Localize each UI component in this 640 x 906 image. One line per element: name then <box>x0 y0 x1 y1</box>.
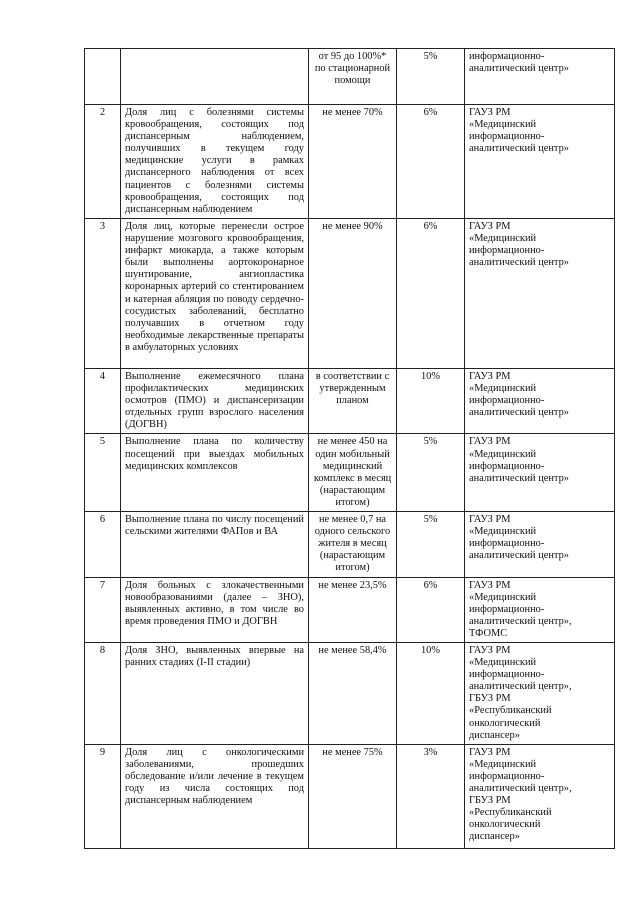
responsible-line: ГБУЗ РМ <box>469 693 511 705</box>
row-number: 6 <box>85 512 121 577</box>
responsible-line: ГАУЗ РМ <box>469 644 511 656</box>
responsible-line: информационно- <box>469 245 545 257</box>
target-value: не менее 450 на один мобильный медицинский комплекс в месяц (нарастающим итогом) <box>309 434 397 512</box>
indicator-text: Доля больных с злокачественными новообразованиями (далее – ЗНО), выявленных активно, в том числе во время проведения ПМО и ДОГВН <box>121 577 309 642</box>
row-number: 2 <box>85 105 121 219</box>
responsible-org <box>465 744 615 848</box>
responsible-line: ГАУЗ РМ <box>469 579 511 591</box>
responsible-line: онкологический <box>469 717 541 729</box>
responsible-line: диспансер» <box>469 729 520 741</box>
responsible-line: информационно- <box>469 538 545 550</box>
responsible-line: ТФОМС <box>469 627 508 639</box>
weight-value: 6% <box>397 219 465 369</box>
responsible-line: ГАУЗ РМ <box>469 746 511 758</box>
responsible-line: «Медицинский <box>469 591 537 603</box>
responsible-line: ГАУЗ РМ <box>469 107 511 118</box>
responsible-org <box>465 369 615 434</box>
responsible-line: аналитический центр» <box>469 550 569 562</box>
indicator-text: Выполнение плана по количеству посещений при выездах мобильных медицинских комплексов <box>121 434 309 512</box>
target-value: от 95 до 100%* по стационарной помощи <box>309 49 397 105</box>
responsible-line: аналитический центр» <box>469 63 569 75</box>
responsible-line: онкологический <box>469 819 541 831</box>
responsible-line: «Медицинский <box>469 657 537 669</box>
table-row <box>85 219 615 369</box>
indicator-text: Доля лиц с онкологическими заболеваниями, прошедших обследование и/или лечение в текущем году из числа состоящих под диспансерным наблюдением <box>121 744 309 848</box>
responsible-line: «Медицинский <box>469 526 537 538</box>
responsible-line: аналитический центр» <box>469 472 569 484</box>
indicator-text: Доля ЗНО, выявленных впервые на ранних стадиях (I-II стадии) <box>121 642 309 744</box>
responsible-line: аналитический центр» <box>469 257 569 269</box>
responsible-line: информационно- <box>469 131 545 143</box>
target-value: не менее 90% <box>309 219 397 369</box>
responsible-line: ГАУЗ РМ <box>469 221 511 232</box>
indicator-text <box>121 49 309 105</box>
table-row <box>85 744 615 848</box>
responsible-line: ГАУЗ РМ <box>469 436 511 448</box>
indicator-text: Выполнение ежемесячного плана профилактических медицинских осмотров (ПМО) и диспансеризации отдельных групп взрослого населения (ДОГВН) <box>121 369 309 434</box>
target-value: не менее 75% <box>309 744 397 848</box>
row-number: 8 <box>85 642 121 744</box>
responsible-line: аналитический центр», <box>469 681 572 693</box>
responsible-line: информационно- <box>469 669 545 681</box>
indicator-text: Доля лиц с болезнями системы кровообращения, состоящих под диспансерным наблюдением, получивших в текущем году медицинские услуги в рамках диспансерного наблюдения от всех пациентов с болезнями системы кровообращения, состоящих под диспансерным наблюдением <box>121 105 309 219</box>
indicator-text: Доля лиц, которые перенесли острое нарушение мозгового кровообращения, инфаркт миокарда, а также которым были выполнены аортокоронарное шунтирование, ангиопластика коронарных артерий со стентированием и катерная абляция по поводу сердечно-сосудистых заболеваний, бесплатно получавших в отчетном году необходимые лекарственные препараты в амбулаторных условиях <box>121 219 309 369</box>
weight-value: 6% <box>397 105 465 219</box>
responsible-line: аналитический центр», <box>469 783 572 794</box>
responsible-line: информационно- <box>469 51 545 62</box>
responsible-line: информационно- <box>469 603 545 615</box>
responsible-org <box>465 105 615 219</box>
row-number: 4 <box>85 369 121 434</box>
responsible-line: диспансер» <box>469 831 520 843</box>
responsible-line: «Республиканский <box>469 705 552 717</box>
row-number: 3 <box>85 219 121 369</box>
responsible-line: информационно- <box>469 395 545 407</box>
responsible-org <box>465 434 615 512</box>
weight-value: 3% <box>397 744 465 848</box>
responsible-org <box>465 219 615 369</box>
weight-value: 5% <box>397 434 465 512</box>
row-number: 7 <box>85 577 121 642</box>
responsible-org <box>465 49 615 105</box>
table-row <box>85 642 615 744</box>
table-row <box>85 512 615 577</box>
weight-value: 6% <box>397 577 465 642</box>
table-row <box>85 49 615 105</box>
responsible-line: «Республиканский <box>469 807 552 819</box>
responsible-line: ГАУЗ РМ <box>469 371 511 382</box>
table-row <box>85 577 615 642</box>
responsible-line: «Медицинский <box>469 758 537 770</box>
responsible-line: «Медицинский <box>469 383 537 395</box>
responsible-line: аналитический центр» <box>469 407 569 419</box>
weight-value: 5% <box>397 512 465 577</box>
responsible-line: информационно- <box>469 770 545 782</box>
target-value: не менее 23,5% <box>309 577 397 642</box>
weight-value: 5% <box>397 49 465 105</box>
responsible-line: аналитический центр», <box>469 615 572 627</box>
target-value: не менее 58,4% <box>309 642 397 744</box>
weight-value: 10% <box>397 642 465 744</box>
target-value: в соответствии с утвержденным планом <box>309 369 397 434</box>
row-number: 5 <box>85 434 121 512</box>
target-value: не менее 70% <box>309 105 397 219</box>
responsible-org <box>465 642 615 744</box>
table-row <box>85 105 615 219</box>
responsible-line: информационно- <box>469 460 545 472</box>
table-row <box>85 369 615 434</box>
table-row <box>85 434 615 512</box>
responsible-org <box>465 577 615 642</box>
responsible-line: ГБУЗ РМ <box>469 795 511 807</box>
indicator-text: Выполнение плана по числу посещений сельскими жителями ФАПов и ВА <box>121 512 309 577</box>
indicators-table <box>84 48 615 849</box>
responsible-line: «Медицинский <box>469 233 537 245</box>
row-number <box>85 49 121 105</box>
responsible-line: аналитический центр» <box>469 143 569 155</box>
indicators-table-body <box>85 49 615 849</box>
weight-value: 10% <box>397 369 465 434</box>
responsible-line: «Медицинский <box>469 119 537 131</box>
row-number: 9 <box>85 744 121 848</box>
target-value: не менее 0,7 на одного сельского жителя в месяц (нарастающим итогом) <box>309 512 397 577</box>
responsible-line: «Медицинский <box>469 448 537 460</box>
responsible-org <box>465 512 615 577</box>
responsible-line: ГАУЗ РМ <box>469 514 511 526</box>
